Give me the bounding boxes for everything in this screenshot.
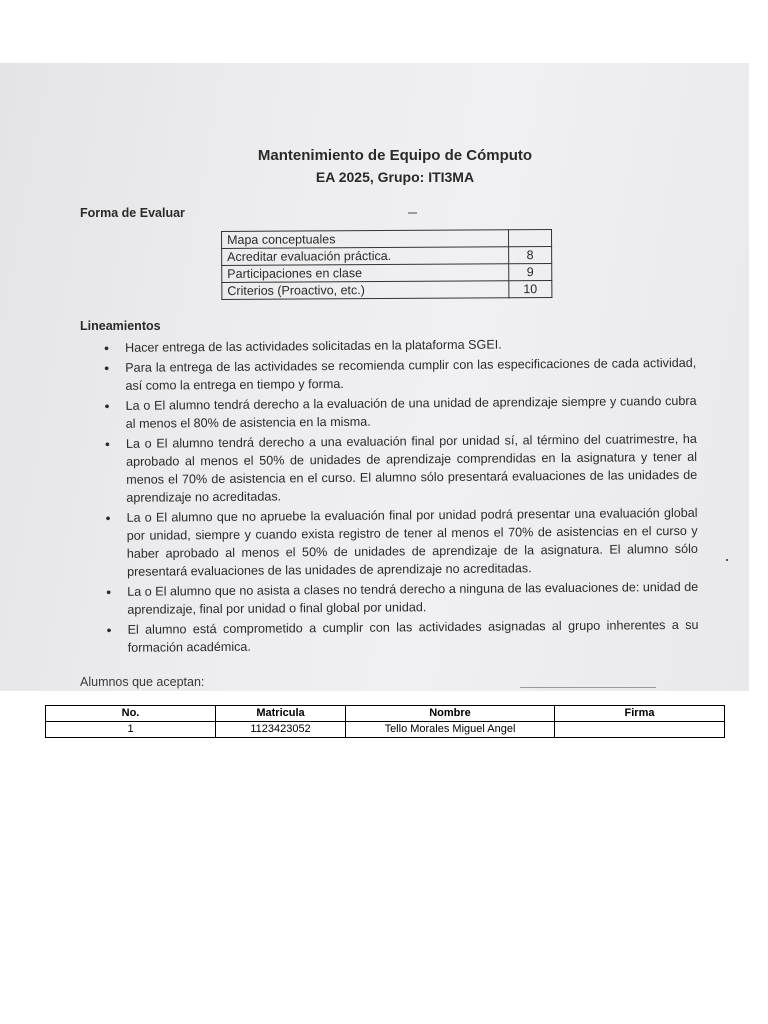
- evaluation-criterion: Participaciones en clase: [222, 264, 509, 283]
- evaluation-row: [222, 229, 552, 248]
- guideline-text: La o El alumno que no asista a clases no tendrá derecho a ninguna de las evaluaciones de: unidad de aprendizaje, final por unidad o final global por unidad.: [127, 579, 699, 617]
- cell-no: 1: [46, 722, 216, 738]
- evaluation-table: [221, 229, 552, 300]
- signature-line: [520, 687, 656, 688]
- guideline-item: [104, 334, 696, 357]
- column-header-nombre: Nombre: [346, 706, 555, 722]
- table-row: [46, 722, 725, 738]
- guideline-item: [105, 430, 698, 507]
- guideline-text: La o El alumno que no apruebe la evaluación final por unidad podrá presentar una evaluación global por unidad, siempre y cuando exista registro de tener al menos el 70% de asistencias en el curso y haber aprobado al menos el 50% de unidades de aprendizaje de la asignatura. El alumno sólo presentará evaluaciones de las unidades de aprendizaje no acreditadas.: [126, 505, 698, 579]
- guideline-text: Hacer entrega de las actividades solicitadas en la plataforma SGEI.: [125, 337, 502, 355]
- cell-firma: [555, 722, 725, 738]
- guideline-item: [106, 616, 698, 657]
- guideline-text: El alumno está comprometido a cumplir con las actividades asignadas al grupo inherentes a su formación académica.: [127, 617, 699, 655]
- guideline-text: La o El alumno tendrá derecho a una evaluación final por unidad sí, al término del cuatrimestre, ha aprobado al menos el 50% de unidades de aprendizaje comprendidas en la asignatura y tener al menos el 70% de asistencia en el curso. El alumno sólo presentará evaluaciones de las unidades de aprendizaje no acreditadas.: [125, 431, 698, 505]
- students-table: [45, 705, 725, 738]
- scanned-document: [0, 63, 749, 691]
- ink-smudge: [408, 212, 417, 214]
- bullet-icon: •: [104, 397, 110, 414]
- document-title: Mantenimiento de Equipo de Cómputo: [257, 147, 533, 164]
- evaluation-criterion: Criterios (Proactivo, etc.): [222, 281, 509, 300]
- evaluation-row: [222, 263, 552, 282]
- bullet-icon: •: [106, 583, 112, 600]
- column-header-no: No.: [46, 706, 216, 722]
- document-subtitle: EA 2025, Grupo: ITI3MA: [315, 169, 475, 185]
- guideline-item: [105, 504, 698, 581]
- guideline-item: [106, 578, 698, 619]
- bullet-icon: •: [104, 339, 110, 356]
- bullet-icon: •: [104, 435, 110, 452]
- bullet-icon: •: [105, 509, 111, 526]
- evaluation-score: 9: [509, 263, 552, 280]
- cell-matricula: 1123423052: [216, 722, 346, 738]
- guidelines-list: [104, 334, 699, 659]
- evaluation-score: 10: [509, 280, 552, 297]
- evaluation-row: [222, 280, 552, 299]
- guideline-item: [105, 392, 697, 433]
- evaluation-heading: Forma de Evaluar: [80, 206, 185, 220]
- evaluation-score: [508, 229, 551, 246]
- bullet-icon: •: [104, 359, 110, 376]
- bullet-icon: •: [106, 621, 112, 638]
- evaluation-row: [222, 246, 552, 265]
- accept-label: Alumnos que aceptan:: [80, 675, 205, 689]
- evaluation-score: 8: [508, 246, 551, 263]
- cell-nombre: Tello Morales Miguel Angel: [346, 722, 555, 738]
- evaluation-criterion: Acreditar evaluación práctica.: [222, 247, 509, 266]
- guideline-item: [104, 354, 696, 395]
- column-header-matricula: Matricula: [216, 706, 346, 722]
- ink-dot: [726, 559, 728, 561]
- guideline-text: La o El alumno tendrá derecho a la evaluación de una unidad de aprendizaje siempre y cuando cubra al menos el 80% de asistencia en la misma.: [125, 393, 697, 431]
- evaluation-criterion: Mapa conceptuales: [222, 230, 509, 249]
- column-header-firma: Firma: [555, 706, 725, 722]
- guideline-text: Para la entrega de las actividades se recomienda cumplir con las especificaciones de cada actividad, así como la entrega en tiempo y forma.: [125, 355, 697, 393]
- guidelines-heading: Lineamientos: [80, 319, 161, 333]
- students-header-row: [46, 706, 725, 722]
